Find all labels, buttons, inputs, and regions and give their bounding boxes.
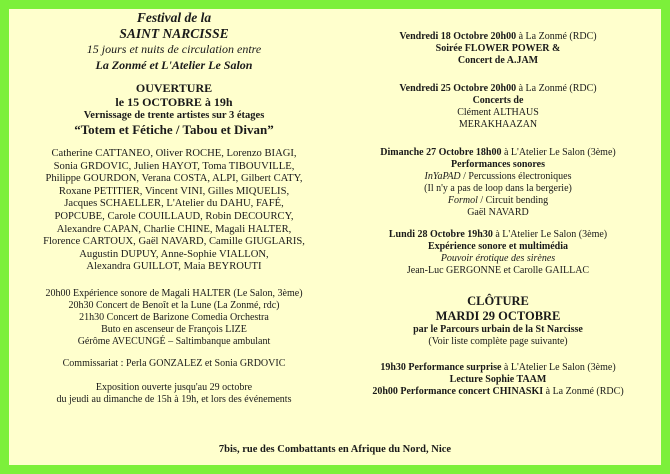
artist-line: Alexandra GUILLOT, Maia BEYROUTI [86, 261, 262, 273]
event-heading [344, 229, 652, 241]
event-heading [344, 362, 652, 374]
ouverture-title: OUVERTURE [135, 81, 213, 95]
ouverture-date: le 15 OCTOBRE à 19h [115, 95, 233, 109]
artist-line: POPCUBE, Carole COUILLAUD, Robin DECOURCY, [54, 210, 294, 222]
event-oct-25 [344, 83, 652, 131]
event-line: Expérience sonore et multimédia [427, 241, 569, 252]
event-line: Concert de A.JAM [457, 55, 539, 66]
event-line [344, 171, 652, 183]
artist-line: Philippe GOURDON, Verana COSTA, ALPI, Gilbert CATY, [45, 173, 303, 185]
artist-line: Augustin DUPUY, Anne-Sophie VIALLON, [79, 248, 269, 260]
event-oct-28 [344, 229, 652, 277]
artist-line: Alexandre CAPAN, Charlie CHINE, Magali HALTER, [56, 223, 292, 235]
festival-subtitle-line1: 15 jours et nuits de circulation entre [86, 42, 262, 56]
event-line: Clément ALTHAUS [457, 107, 539, 118]
cloture-note: (Voir liste complète page suivante) [428, 336, 568, 347]
opening-program [14, 288, 334, 348]
event-date: Dimanche 27 Octobre 18h00 [380, 147, 502, 158]
festival-title-line1: Festival de la [136, 10, 212, 25]
event-line: Jean-Luc GERGONNE et Carolle GAILLAC [406, 265, 590, 276]
event-heading [344, 386, 652, 398]
event-date: Vendredi 25 Octobre 20h00 [399, 83, 517, 94]
event-place: à L'Atelier Le Salon (3ème) [501, 362, 616, 373]
event-oct-27 [344, 147, 652, 219]
event-place: à L'Atelier Le Salon (3ème) [492, 229, 608, 240]
theme-line: “Totem et Fétiche / Tabou et Divan” [74, 122, 274, 137]
cloture-program [344, 362, 652, 398]
event-title: 20h00 Performance concert CHINASKI [372, 386, 544, 397]
event-line: Lecture Sophie TAAM [449, 374, 547, 385]
event-line: (Il n'y a pas de loop dans la bergerie) [424, 183, 572, 194]
event-oct-18 [344, 31, 652, 67]
exposition-line2: du jeudi au dimanche de 15h à 19h, et lors des événements [56, 393, 292, 405]
event-line: Gaël NAVARD [467, 207, 529, 218]
program-line: 20h00 Expérience sonore de Magali HALTER (Le Salon, 3ème) [45, 287, 303, 299]
event-line: Concerts de [472, 95, 524, 106]
cloture-title: CLÔTURE [467, 294, 529, 308]
event-detail: / Percussions électroniques [460, 171, 572, 182]
event-place: à La Zonmé (RDC) [516, 83, 597, 94]
artist-line: Roxane PETITIER, Vincent VINI, Gilles MIQUELIS, [58, 185, 290, 197]
program-line: 20h30 Concert de Benoît et la Lune (La Zonmé, rdc) [68, 299, 280, 311]
event-heading [344, 147, 652, 159]
left-column [14, 10, 334, 406]
event-place: à L'Atelier Le Salon (3ème) [501, 147, 616, 158]
event-line [344, 195, 652, 207]
event-heading [344, 83, 652, 95]
artist-list [14, 148, 334, 274]
event-line: MERAKHAAZAN [458, 119, 538, 130]
cloture-date: MARDI 29 OCTOBRE [435, 309, 561, 323]
artist-line: Sonia GRDOVIC, Julien HAYOT, Toma TIBOUVILLE, [53, 160, 295, 172]
event-place: à La Zonmé (RDC) [543, 386, 624, 397]
program-line: 21h30 Concert de Barizone Comedia Orchestra [79, 311, 269, 323]
event-place: à La Zonmé (RDC) [516, 31, 597, 42]
commissariat-line: Commissariat : Perla GONZALEZ et Sonia GRDOVIC [62, 357, 286, 369]
event-detail: / Circuit bending [477, 195, 549, 206]
event-line: Performances sonores [451, 159, 545, 170]
event-title: 19h30 Performance surprise [380, 362, 502, 373]
cloture-block [344, 294, 652, 348]
program-line: Buto en ascenseur de François LIZE [101, 323, 247, 335]
program-line: Gérôme AVECUNGÉ – Saltimbanque ambulant [77, 335, 271, 347]
address-footer: 7bis, rue des Combattants en Afrique du Nord, Nice [218, 444, 452, 455]
artist-line: Catherine CATTANEO, Oliver ROCHE, Lorenzo BIAGI, [51, 148, 297, 159]
artist-name: Formol [447, 195, 478, 206]
artist-line: Florence CARTOUX, Gaël NAVARD, Camille GIUGLARIS, [43, 236, 305, 248]
cloture-line: par le Parcours urbain de la St Narcisse [413, 324, 583, 335]
event-line: Soirée FLOWER POWER & [435, 43, 561, 54]
event-heading [344, 31, 652, 43]
event-date: Vendredi 18 Octobre 20h00 [399, 31, 517, 42]
event-date: Lundi 28 Octobre 19h30 [388, 229, 493, 240]
event-line: Pouvoir érotique des sirènes [440, 253, 556, 264]
festival-title-line2: SAINT NARCISSE [119, 26, 229, 41]
vernissage-line: Vernissage de trente artistes sur 3 étages [83, 110, 265, 121]
festival-subtitle-line2: La Zonmé et L'Atelier Le Salon [95, 58, 253, 72]
artist-line: Jacques SCHAELLER, L'Atelier du DAHU, FAFÉ, [64, 198, 284, 210]
right-column [344, 31, 652, 398]
artist-name: InYaPAD [424, 171, 461, 182]
exposition-line1: Exposition ouverte jusqu'au 29 octobre [95, 381, 253, 393]
